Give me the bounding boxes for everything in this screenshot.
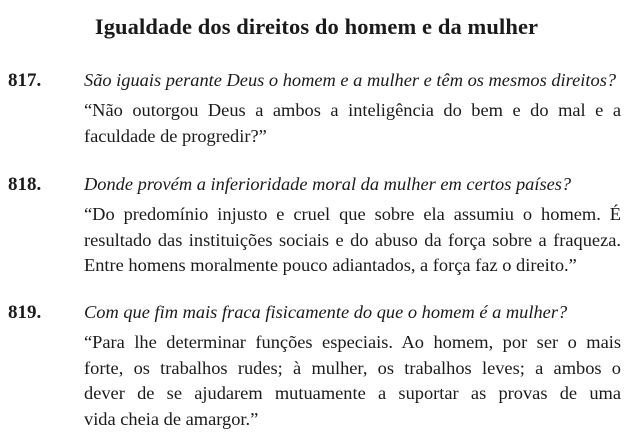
question-text: Com que fim mais fraca fisicamente do que o homem é a mulher? bbox=[84, 302, 568, 322]
answer-line: faculdade de progredir?” bbox=[84, 125, 267, 146]
question-text: São iguais perante Deus o homem e a mulher e têm os mesmos direitos? bbox=[84, 70, 617, 90]
answer-line: dever de se ajudarem mutuamente a suportar as provas de uma bbox=[84, 383, 621, 403]
answer-line: resultado das instituições sociais e do abuso da força sobre a fraqueza. bbox=[84, 229, 621, 250]
question-number: 817. bbox=[8, 70, 42, 91]
section-title: Igualdade dos direitos do homem e da mulher bbox=[94, 14, 539, 39]
question-number: 818. bbox=[8, 174, 42, 195]
answer-line: Entre homens moralmente pouco adiantados, a força faz o direito.” bbox=[84, 255, 577, 275]
answer-line: “Para lhe determinar funções especiais. Ao homem, por ser o mais bbox=[84, 332, 621, 352]
question-number: 819. bbox=[8, 302, 42, 323]
answer-line: “Do predomínio injusto e cruel que sobre ela assumiu o homem. É bbox=[84, 204, 621, 224]
answer-line: “Não outorgou Deus a ambos a inteligência do bem e do mal e a bbox=[84, 100, 621, 120]
answer-text bbox=[84, 202, 621, 279]
question-text: Donde provém a inferioridade moral da mulher em certos países? bbox=[84, 174, 572, 194]
answer-line: forte, os trabalhos rudes; à mulher, os trabalhos leves; a ambos o bbox=[84, 357, 621, 378]
answer-text bbox=[84, 98, 621, 149]
answer-text bbox=[84, 330, 621, 432]
answer-line: vida cheia de amargor.” bbox=[84, 408, 259, 429]
